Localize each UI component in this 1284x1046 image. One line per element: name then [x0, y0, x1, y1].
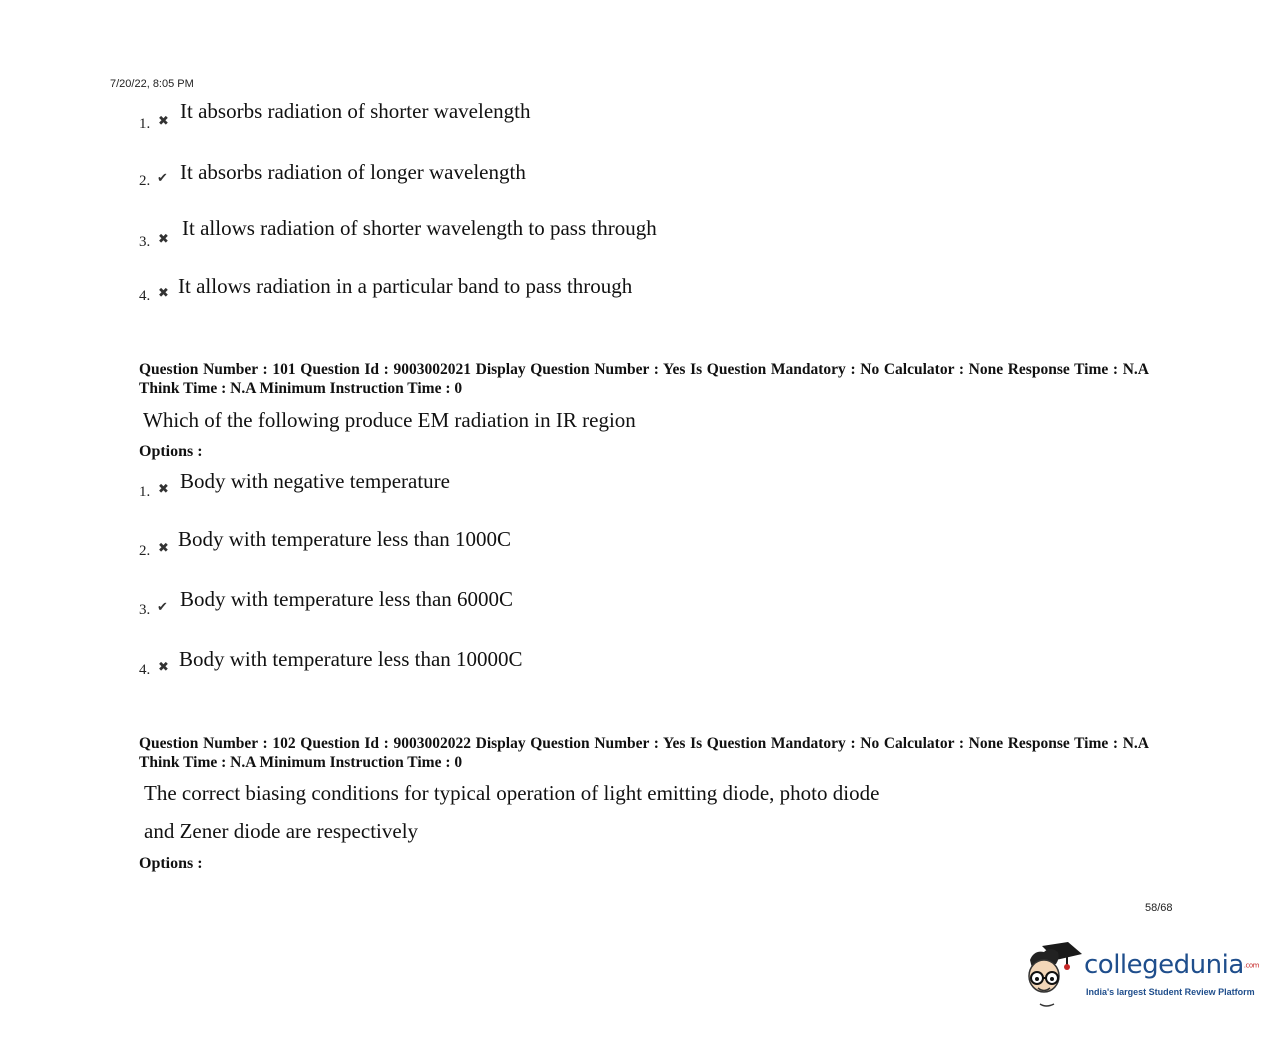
check-icon: ✔ — [157, 170, 168, 185]
page-number: 58/68 — [1145, 902, 1173, 914]
cross-icon: ✖ — [158, 113, 169, 128]
question-meta: Question Number : 102 Question Id : 9003002022 Display Question Number : Yes Is Question Mandatory : No Calculator : None Response Time : N.A Think Time : N.A Minimum Instruction Time : 0 — [139, 735, 1149, 771]
option-text: It allows radiation in a particular band to pass through — [178, 274, 633, 298]
mascot-logo-icon — [1022, 938, 1086, 1010]
options-label: Options : — [139, 855, 203, 872]
cross-icon: ✖ — [158, 231, 169, 246]
option-text: Body with temperature less than 1000C — [178, 527, 512, 551]
question-text-line: The correct biasing conditions for typical operation of light emitting diode, photo diode — [144, 781, 880, 805]
option-number: 2. — [139, 543, 151, 559]
option-number: 1. — [139, 484, 151, 500]
option-number: 4. — [139, 288, 151, 304]
option-number: 1. — [139, 116, 151, 132]
brand-name: collegedunia.com — [1084, 950, 1259, 980]
option-number: 4. — [139, 662, 151, 678]
question-meta: Question Number : 101 Question Id : 9003002021 Display Question Number : Yes Is Question Mandatory : No Calculator : None Response Time : N.A Think Time : N.A Minimum Instruction Time : 0 — [139, 361, 1149, 397]
option-text: It absorbs radiation of shorter wavelength — [180, 99, 531, 123]
cross-icon: ✖ — [158, 481, 169, 496]
cross-icon: ✖ — [158, 540, 169, 555]
option-text: Body with temperature less than 6000C — [180, 587, 514, 611]
question-text-line: and Zener diode are respectively — [144, 819, 419, 843]
option-text: Body with temperature less than 10000C — [179, 647, 523, 671]
timestamp: 7/20/22, 8:05 PM — [110, 78, 194, 90]
brand-tagline: India's largest Student Review Platform — [1086, 987, 1255, 997]
cross-icon: ✖ — [158, 659, 169, 674]
option-text: It absorbs radiation of longer wavelength — [180, 160, 526, 184]
brand-suffix: .com — [1243, 961, 1259, 970]
check-icon: ✔ — [157, 599, 168, 614]
option-number: 3. — [139, 234, 151, 250]
options-label: Options : — [139, 443, 203, 460]
option-text: Body with negative temperature — [180, 469, 450, 493]
option-number: 2. — [139, 173, 151, 189]
option-text: It allows radiation of shorter wavelength to pass through — [182, 216, 657, 240]
option-number: 3. — [139, 602, 151, 618]
question-text: Which of the following produce EM radiation in IR region — [143, 408, 636, 432]
cross-icon: ✖ — [158, 285, 169, 300]
